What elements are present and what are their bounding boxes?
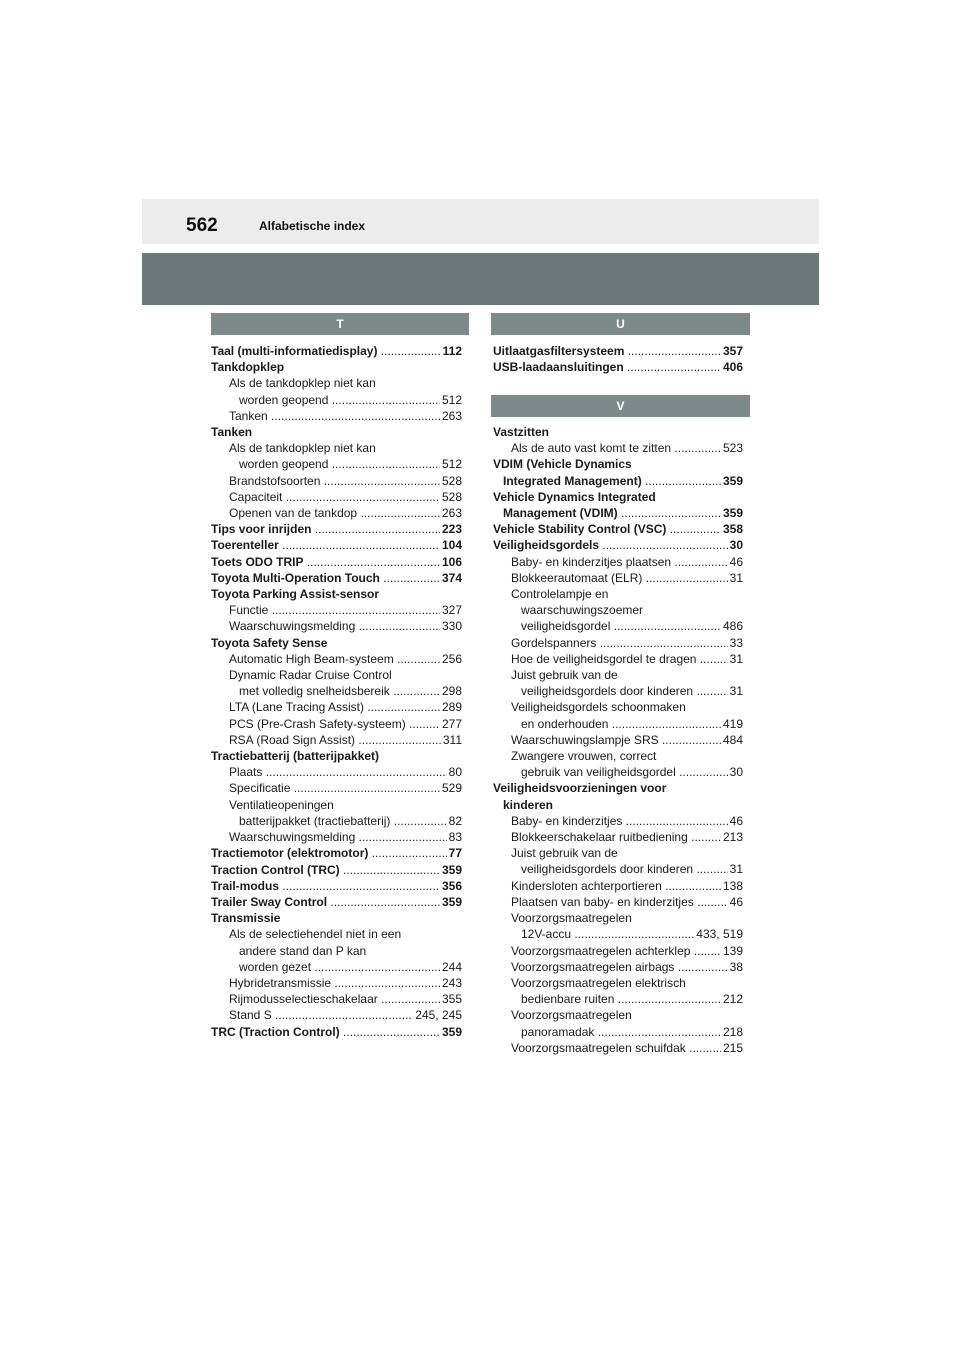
entry-page-number: 327 <box>441 603 462 618</box>
index-entry[interactable] <box>211 570 462 586</box>
index-entry[interactable] <box>493 618 743 634</box>
entry-label: Gordelspanners ..... <box>511 635 743 651</box>
letter-header-t: T <box>211 313 469 335</box>
entry-label: Specificatie ..... <box>229 780 462 796</box>
entry-label: Voorzorgsmaatregelen schuifdak ..... <box>511 1040 743 1056</box>
index-entry[interactable] <box>493 943 743 959</box>
index-entry[interactable] <box>493 343 743 359</box>
index-heading: Juist gebruik van de <box>511 846 618 861</box>
entry-label: veiligheidsgordel ..... <box>511 618 743 634</box>
index-heading: andere stand dan P kan <box>239 943 367 958</box>
index-heading: Tractiebatterij (batterijpakket) <box>211 749 380 764</box>
index-heading: Dynamic Radar Cruise Control <box>229 668 392 683</box>
entry-label: PCS (Pre-Crash Safety-systeem) ..... <box>229 716 462 732</box>
entry-label: bedienbare ruiten ..... <box>511 991 743 1007</box>
index-entry[interactable] <box>211 862 462 878</box>
entry-page-number: 82 <box>448 813 462 828</box>
index-heading: Voorzorgsmaatregelen elektrisch <box>511 975 686 990</box>
index-entry[interactable] <box>493 440 743 456</box>
entry-label: Brandstofsoorten ..... <box>229 473 462 489</box>
index-entry[interactable] <box>211 408 462 424</box>
index-entry[interactable] <box>493 651 743 667</box>
entry-label: Voorzorgsmaatregelen airbags ..... <box>511 959 743 975</box>
index-entry[interactable] <box>211 699 462 715</box>
index-entry[interactable] <box>211 489 462 505</box>
index-heading: Transmissie <box>211 911 281 926</box>
entry-page-number: 46 <box>729 894 743 909</box>
index-entry[interactable] <box>493 521 743 537</box>
entry-page-number: 486 <box>722 619 743 634</box>
entry-page-number: 38 <box>729 959 743 974</box>
entry-page-number: 263 <box>441 408 462 423</box>
index-heading: Juist gebruik van de <box>511 668 618 683</box>
entry-page-number: 83 <box>448 830 462 845</box>
entry-page-number: 245, 245 <box>415 1008 462 1023</box>
entry-label: Capaciteit ..... <box>229 489 462 505</box>
entry-page-number: 330 <box>441 619 462 634</box>
index-entry[interactable] <box>211 716 462 732</box>
index-heading: Veiligheidsvoorzieningen voor <box>493 781 667 796</box>
index-column-u <box>493 343 743 375</box>
entry-label: Toyota Multi-Operation Touch ..... <box>211 570 462 586</box>
entry-label: Management (VDIM) ..... <box>503 505 743 521</box>
index-entry[interactable] <box>211 554 462 570</box>
entry-page-number: 406 <box>722 360 743 375</box>
header-title: Alfabetische index <box>259 219 366 233</box>
entry-label: Trail-modus ..... <box>211 878 462 894</box>
index-heading: Als de tankdopklep niet kan <box>229 376 376 391</box>
entry-page-number: 80 <box>448 765 462 780</box>
index-heading: Controlelampje en <box>511 587 609 602</box>
index-entry[interactable] <box>493 829 743 845</box>
index-entry[interactable] <box>211 343 462 359</box>
entry-label: RSA (Road Sign Assist) ..... <box>229 732 462 748</box>
entry-page-number: 33 <box>729 635 743 650</box>
index-entry[interactable] <box>493 683 743 699</box>
index-entry[interactable] <box>211 764 462 780</box>
entry-page-number: 419 <box>722 716 743 731</box>
index-entry[interactable] <box>211 813 462 829</box>
entry-page-number: 215 <box>722 1040 743 1055</box>
index-entry[interactable] <box>493 716 743 732</box>
entry-label: Blokkeerautomaat (ELR) ..... <box>511 570 743 586</box>
entry-label: worden geopend ..... <box>229 456 462 472</box>
entry-label: Als de auto vast komt te zitten ..... <box>511 440 743 456</box>
index-entry[interactable] <box>211 505 462 521</box>
index-entry[interactable] <box>493 894 743 910</box>
entry-page-number: 31 <box>729 651 743 666</box>
index-heading: Toyota Parking Assist-sensor <box>211 587 380 602</box>
index-entry[interactable] <box>211 537 462 553</box>
index-entry[interactable] <box>493 570 743 586</box>
index-entry[interactable] <box>211 991 462 1007</box>
entry-page-number: 289 <box>441 700 462 715</box>
index-entry[interactable] <box>493 813 743 829</box>
entry-page-number: 112 <box>442 344 462 358</box>
entry-page-number: 263 <box>441 506 462 521</box>
entry-label: worden gezet ..... <box>229 959 462 975</box>
entry-label: Baby- en kinderzitjes ..... <box>511 813 743 829</box>
index-heading: Vehicle Dynamics Integrated <box>493 489 656 504</box>
entry-page-number: 30 <box>729 765 743 780</box>
letter-header-v: V <box>491 395 750 417</box>
entry-label: Functie ..... <box>229 602 462 618</box>
entry-page-number: 528 <box>441 489 462 504</box>
entry-label: Vehicle Stability Control (VSC) ..... <box>493 521 743 537</box>
index-heading: waarschuwingszoemer <box>521 603 644 618</box>
index-entry[interactable] <box>211 780 462 796</box>
entry-page-number: 433, 519 <box>696 927 743 942</box>
entry-label: Trailer Sway Control ..... <box>211 894 462 910</box>
entry-page-number: 213 <box>722 830 743 845</box>
entry-page-number: 256 <box>441 651 462 666</box>
index-entry[interactable] <box>493 732 743 748</box>
index-column-v <box>493 424 743 1056</box>
entry-page-number: 277 <box>441 716 462 731</box>
index-entry[interactable] <box>493 554 743 570</box>
entry-label: Integrated Management) ..... <box>503 473 743 489</box>
index-heading: Voorzorgsmaatregelen <box>511 1008 632 1023</box>
entry-page-number: 359 <box>441 894 462 909</box>
index-entry[interactable] <box>493 861 743 877</box>
entry-page-number: 359 <box>441 862 462 877</box>
index-entry[interactable] <box>211 732 462 748</box>
entry-label: Automatic High Beam-systeem ..... <box>229 651 462 667</box>
entry-page-number: 104 <box>441 538 462 553</box>
index-heading: Tankdopklep <box>211 360 285 375</box>
entry-label: veiligheidsgordels door kinderen ..... <box>511 861 743 877</box>
entry-page-number: 311 <box>442 732 462 747</box>
entry-label: batterijpakket (tractiebatterij) ..... <box>229 813 462 829</box>
entry-label: LTA (Lane Tracing Assist) ..... <box>229 699 462 715</box>
entry-page-number: 374 <box>441 570 462 585</box>
index-entry[interactable] <box>493 537 743 553</box>
entry-page-number: 30 <box>729 538 743 553</box>
entry-label: Veiligheidsgordels ..... <box>493 537 743 553</box>
entry-label: Traction Control (TRC) ..... <box>211 862 462 878</box>
entry-label: Kindersloten achterportieren ..... <box>511 878 743 894</box>
index-entry[interactable] <box>493 991 743 1007</box>
index-entry[interactable] <box>493 635 743 651</box>
entry-label: Stand S ..... <box>229 1007 462 1023</box>
entry-page-number: 244 <box>441 959 462 974</box>
index-entry[interactable] <box>211 894 462 910</box>
entry-label: Voorzorgsmaatregelen achterklep ..... <box>511 943 743 959</box>
entry-page-number: 31 <box>729 570 743 585</box>
index-entry[interactable] <box>493 926 743 942</box>
index-entry[interactable] <box>493 473 743 489</box>
index-heading: kinderen <box>503 797 554 812</box>
index-entry[interactable] <box>211 1024 462 1040</box>
entry-label: Hoe de veiligheidsgordel te dragen ..... <box>511 651 743 667</box>
index-entry[interactable] <box>211 456 462 472</box>
entry-page-number: 512 <box>441 392 462 407</box>
entry-label: Tanken ..... <box>229 408 462 424</box>
index-entry[interactable] <box>493 1040 743 1056</box>
entry-page-number: 31 <box>729 684 743 699</box>
entry-page-number: 218 <box>722 1024 743 1039</box>
entry-page-number: 223 <box>441 522 462 537</box>
entry-label: veiligheidsgordels door kinderen ..... <box>511 683 743 699</box>
entry-page-number: 212 <box>722 992 743 1007</box>
letter-header-u: U <box>491 313 750 335</box>
entry-label: Rijmodusselectieschakelaar ..... <box>229 991 462 1007</box>
entry-label: Uitlaatgasfiltersysteem ..... <box>493 343 743 359</box>
index-heading: Als de selectiehendel niet in een <box>229 927 402 942</box>
entry-page-number: 138 <box>722 878 743 893</box>
index-heading: Ventilatieopeningen <box>229 797 334 812</box>
index-heading: Voorzorgsmaatregelen <box>511 911 632 926</box>
entry-label: TRC (Traction Control) ..... <box>211 1024 462 1040</box>
entry-label: USB-laadaansluitingen ..... <box>493 359 743 375</box>
entry-page-number: 358 <box>722 522 743 537</box>
entry-page-number: 357 <box>722 344 743 358</box>
index-entry[interactable] <box>493 359 743 375</box>
entry-label: 12V-accu ..... <box>511 926 743 942</box>
entry-page-number: 77 <box>448 846 462 861</box>
index-entry[interactable] <box>211 602 462 618</box>
entry-label: Tips voor inrijden ..... <box>211 521 462 537</box>
entry-page-number: 512 <box>441 457 462 472</box>
entry-page-number: 298 <box>441 684 462 699</box>
entry-label: Tractiemotor (elektromotor) ..... <box>211 845 462 861</box>
index-entry[interactable] <box>211 521 462 537</box>
entry-label: panoramadak ..... <box>511 1024 743 1040</box>
index-entry[interactable] <box>211 392 462 408</box>
entry-page-number: 139 <box>722 943 743 958</box>
entry-page-number: 359 <box>722 506 743 521</box>
entry-page-number: 359 <box>722 473 743 488</box>
entry-page-number: 243 <box>441 975 462 990</box>
entry-label: Blokkeerschakelaar ruitbediening ..... <box>511 829 743 845</box>
index-heading: Vastzitten <box>493 425 550 439</box>
index-entry[interactable] <box>211 959 462 975</box>
index-heading: VDIM (Vehicle Dynamics <box>493 457 632 472</box>
entry-page-number: 46 <box>729 813 743 828</box>
entry-page-number: 31 <box>729 862 743 877</box>
entry-page-number: 355 <box>441 992 462 1007</box>
entry-label: Toerenteller ..... <box>211 537 462 553</box>
index-entry[interactable] <box>211 878 462 894</box>
page-number: 562 <box>186 215 218 236</box>
entry-label: Waarschuwingsmelding ..... <box>229 829 462 845</box>
entry-label: Plaatsen van baby- en kinderzitjes ..... <box>511 894 743 910</box>
index-entry[interactable] <box>211 1007 462 1023</box>
index-heading: Tanken <box>211 425 253 440</box>
entry-label: Waarschuwingslampje SRS ..... <box>511 732 743 748</box>
entry-label: worden geopend ..... <box>229 392 462 408</box>
entry-label: Openen van de tankdop ..... <box>229 505 462 521</box>
entry-page-number: 356 <box>441 878 462 893</box>
index-entry[interactable] <box>493 764 743 780</box>
entry-page-number: 528 <box>441 473 462 488</box>
index-entry[interactable] <box>493 1024 743 1040</box>
index-entry[interactable] <box>211 473 462 489</box>
entry-page-number: 359 <box>441 1024 462 1039</box>
index-entry[interactable] <box>211 651 462 667</box>
index-heading: Als de tankdopklep niet kan <box>229 441 376 456</box>
index-entry[interactable] <box>493 878 743 894</box>
index-entry[interactable] <box>493 505 743 521</box>
index-heading: Zwangere vrouwen, correct <box>511 749 657 764</box>
entry-page-number: 106 <box>441 554 462 569</box>
entry-label: Taal (multi-informatiedisplay) ..... <box>211 343 462 359</box>
entry-page-number: 523 <box>722 441 743 456</box>
index-entry[interactable] <box>211 845 462 861</box>
entry-label: Baby- en kinderzitjes plaatsen ..... <box>511 554 743 570</box>
entry-label: met volledig snelheidsbereik ..... <box>229 683 462 699</box>
index-column-t <box>211 343 462 1040</box>
chapter-band <box>142 253 819 305</box>
index-heading: Veiligheidsgordels schoonmaken <box>511 700 686 715</box>
entry-page-number: 46 <box>729 554 743 569</box>
index-entry[interactable] <box>211 618 462 634</box>
entry-label: gebruik van veiligheidsgordel ..... <box>511 764 743 780</box>
index-heading: Toyota Safety Sense <box>211 635 328 650</box>
index-entry[interactable] <box>493 959 743 975</box>
entry-label: Toets ODO TRIP ..... <box>211 554 462 570</box>
entry-page-number: 529 <box>441 781 462 796</box>
entry-label: Hybridetransmissie ..... <box>229 975 462 991</box>
index-entry[interactable] <box>211 829 462 845</box>
index-entry[interactable] <box>211 683 462 699</box>
index-entry[interactable] <box>211 975 462 991</box>
header-bar <box>142 199 819 244</box>
entry-label: Waarschuwingsmelding ..... <box>229 618 462 634</box>
entry-page-number: 484 <box>722 732 743 747</box>
entry-label: en onderhouden ..... <box>511 716 743 732</box>
entry-label: Plaats ..... <box>229 764 462 780</box>
